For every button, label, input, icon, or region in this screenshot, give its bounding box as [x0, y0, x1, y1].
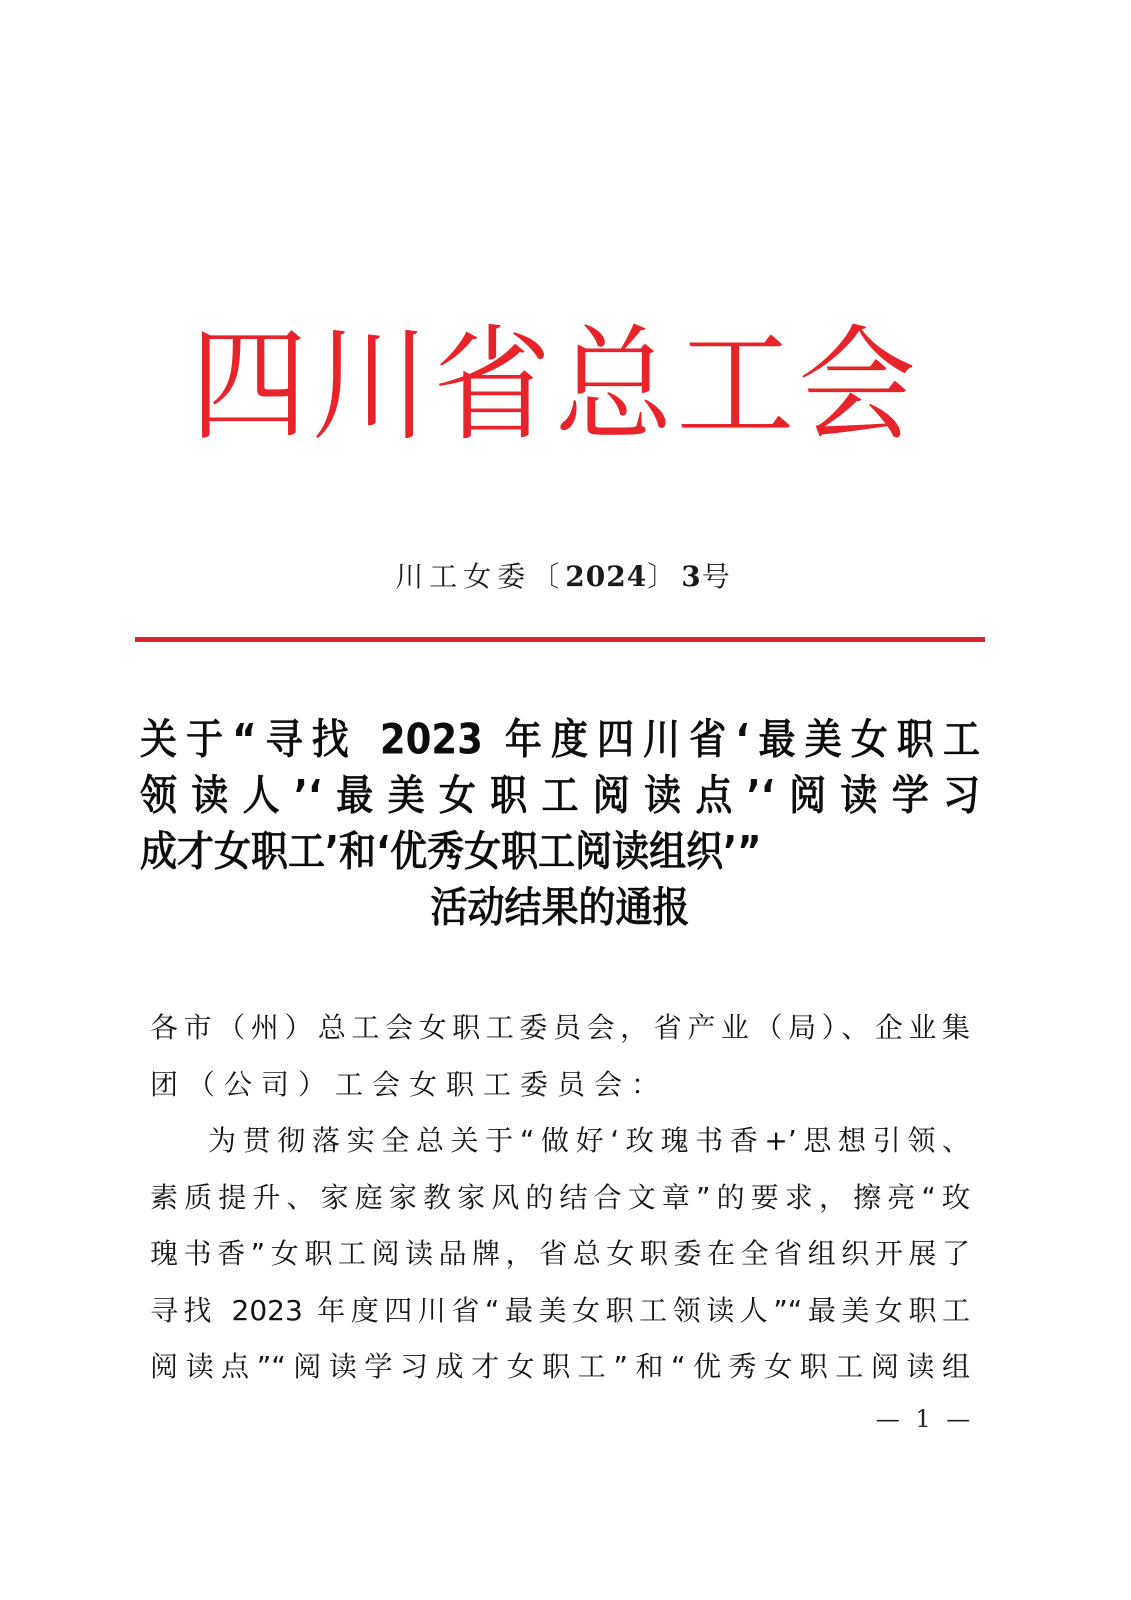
title-line: 成才女职工’和‘优秀女职工阅读组织’” [140, 827, 762, 876]
masthead-char: 川 [311, 312, 430, 458]
doc-number-year: 2024 [565, 560, 648, 593]
document-number [0, 557, 1131, 597]
salutation-line: 团（公司）工会女职工委员会： [150, 1067, 669, 1101]
document-title [140, 712, 980, 936]
masthead-char: 四 [190, 312, 309, 458]
title-line: 关于“寻找 2023 年度四川省‘最美女职工 [140, 715, 980, 764]
masthead-char: 工 [676, 312, 795, 458]
doc-number-bracket: 〕 [647, 560, 682, 593]
title-line: 领读人’‘最美女职工阅读点’‘阅读学习 [140, 771, 980, 820]
issuer-masthead [190, 312, 916, 458]
page-number: — 1 — [875, 1405, 975, 1433]
red-divider-rule [135, 637, 985, 642]
paragraph-line: 阅读点”“阅读学习成才女职工”和“优秀女职工阅读组 [150, 1350, 970, 1383]
salutation-line: 各市（州）总工会女职工委员会，省产业（局）、企业集 [150, 1011, 970, 1044]
masthead-char: 会 [797, 312, 916, 458]
paragraph-line: 瑰书香”女职工阅读品牌，省总女职委在全省组织开展了 [150, 1237, 970, 1270]
doc-number-value: 3 [681, 560, 702, 593]
paragraph-line: 为贯彻落实全总关于“做好‘玫瑰书香+’思想引领、 [208, 1124, 970, 1157]
paragraph-line: 素质提升、家庭家教家风的结合文章”的要求，擦亮“玫 [150, 1180, 970, 1214]
doc-number-prefix: 川工女委〔 [395, 560, 566, 593]
doc-number-unit: 号 [701, 560, 736, 593]
title-line: 活动结果的通报 [430, 883, 690, 932]
document-body [150, 1000, 970, 1396]
masthead-char: 省 [433, 312, 552, 458]
paragraph-line: 寻找 2023 年度四川省“最美女职工领读人”“最美女职工 [150, 1293, 970, 1327]
masthead-char: 总 [554, 312, 673, 458]
